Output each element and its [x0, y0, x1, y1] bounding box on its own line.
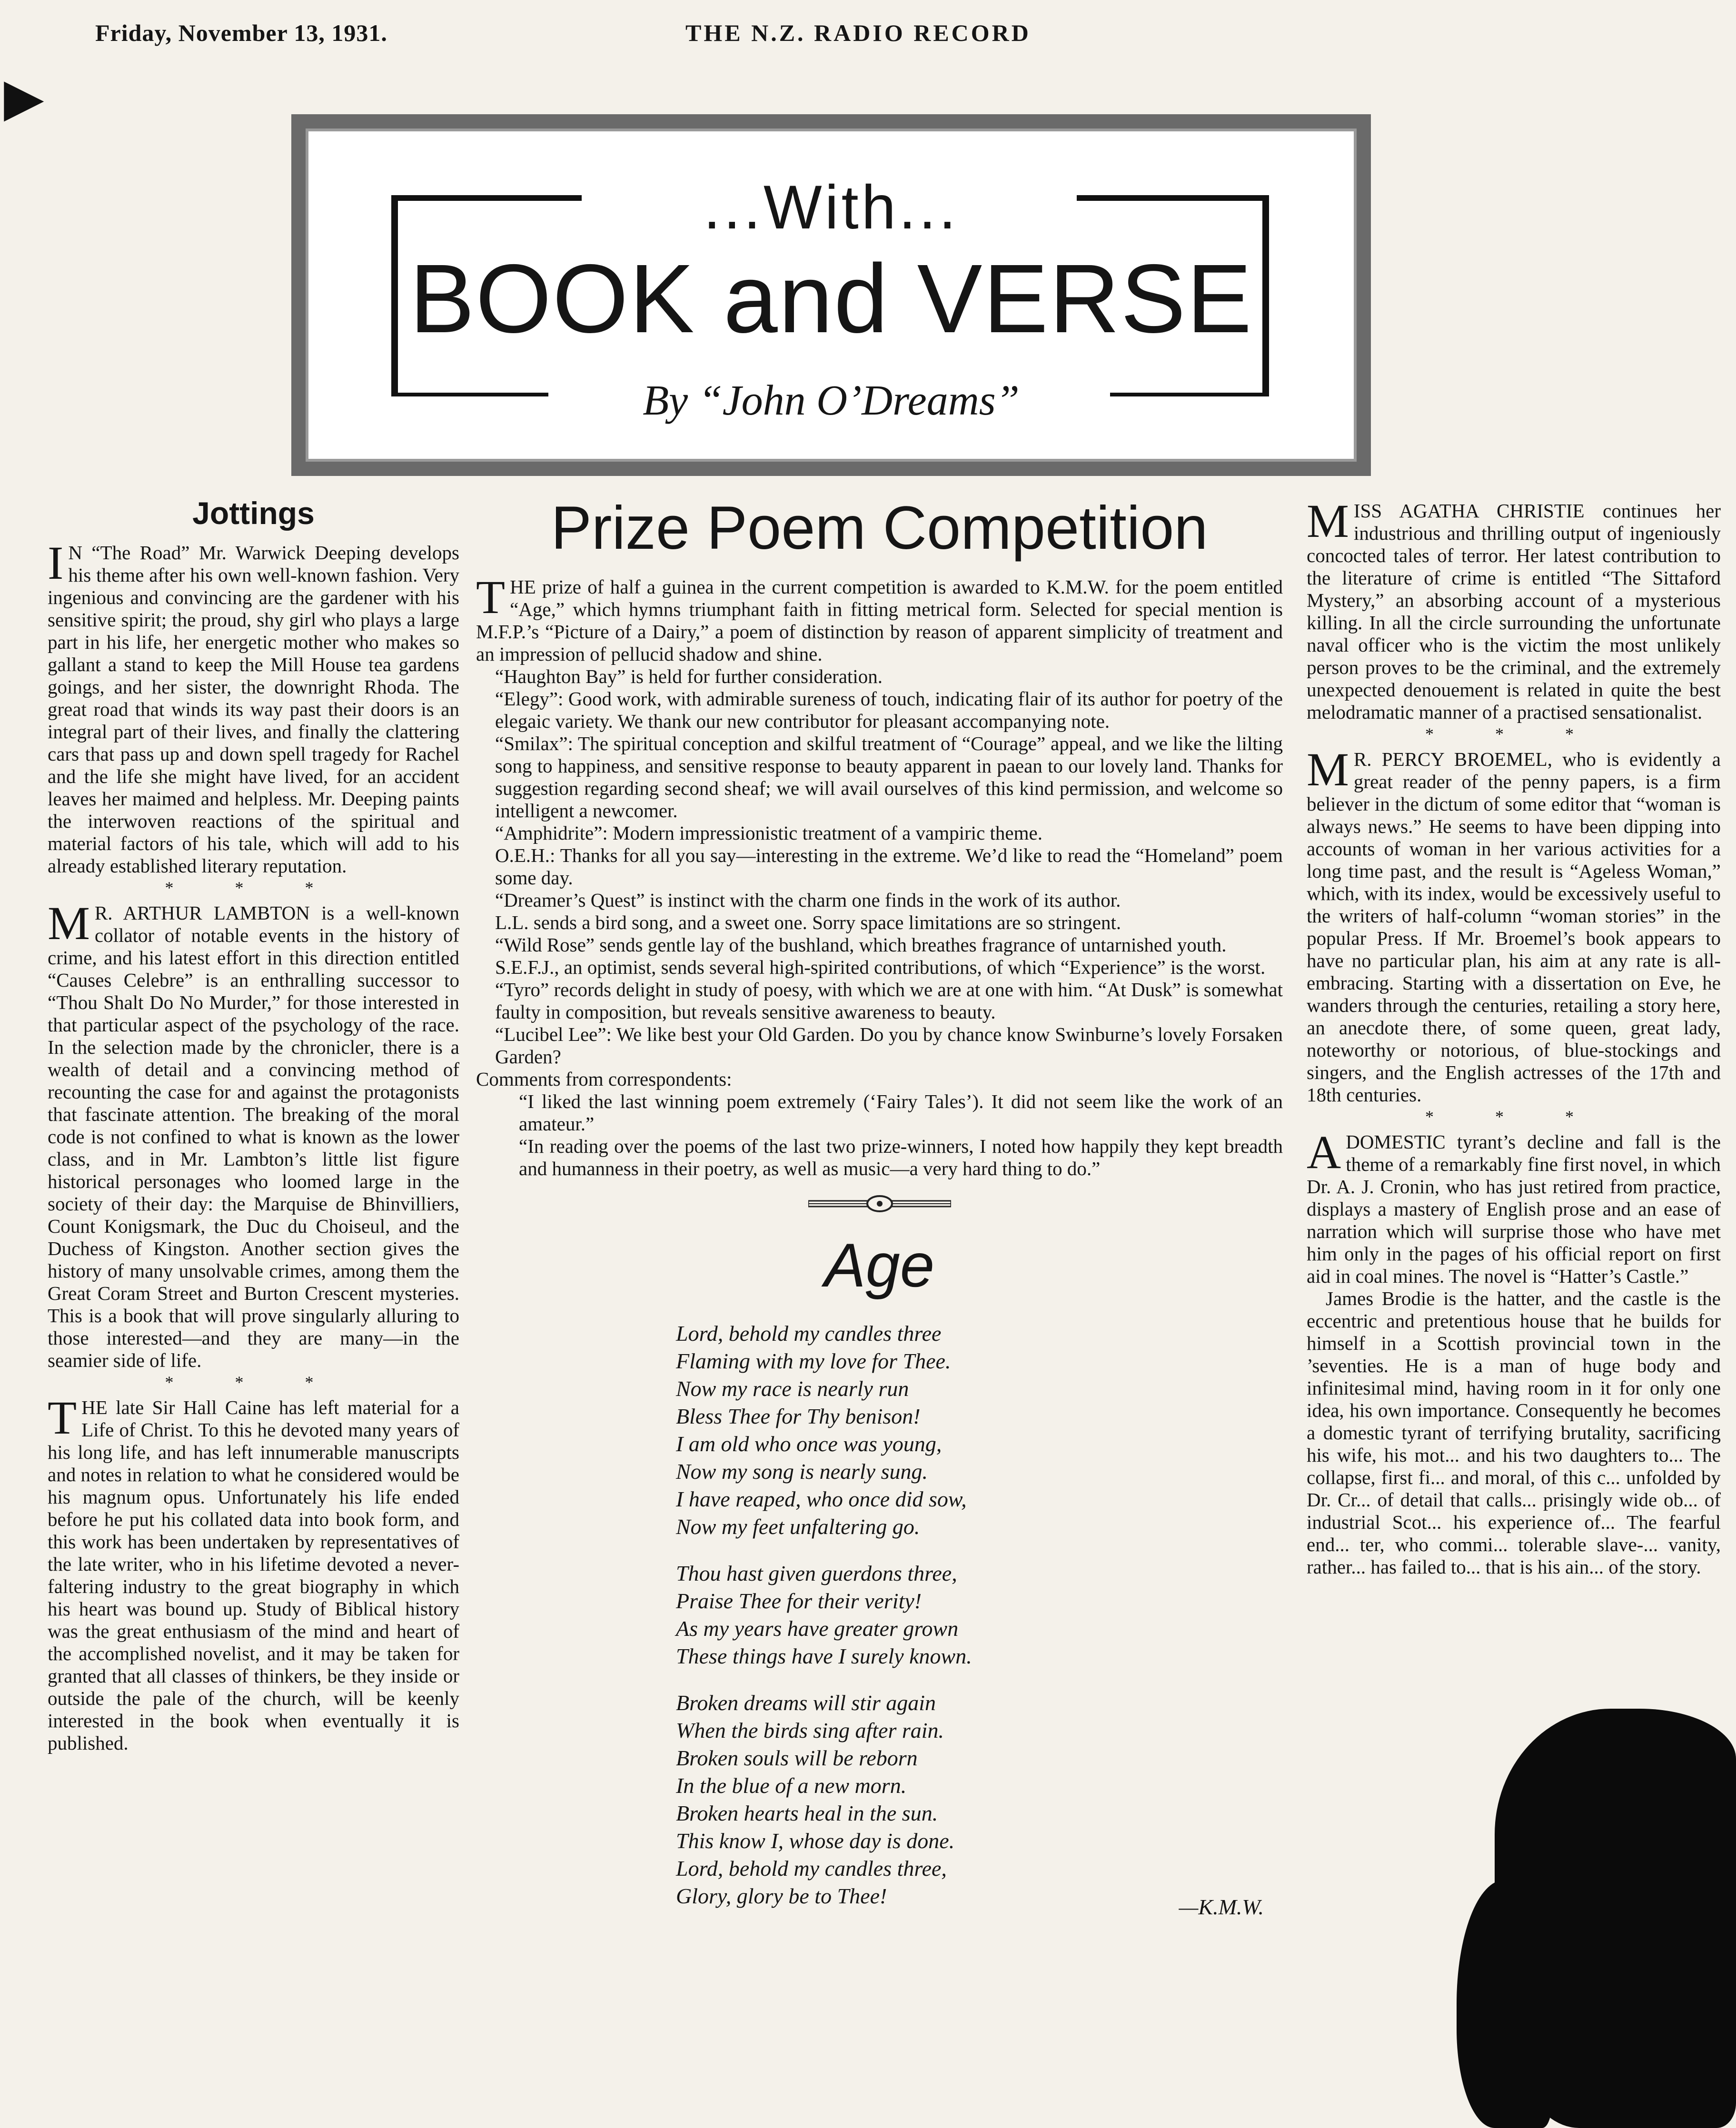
- review-paragraph: M R. PERCY BROEMEL, who is evidently a great reader of the penny papers, is a firm believer in the dictum of some editor that “woman is always news.” He seems to have been dipping into accounts of woman in her various activities for a long time past, and the result is “Ageless Woman,” which, with its index, would be excessively useful to the writers of half-column “woman stories” in the popular Press. If Mr. Broemel’s book appears to have no particular plan, his aim at any rate is all-embracing. Starting with a dissertation on Eve, he wanders through the centuries, retailing a story here, an anecdote there, of some queen, great lady, noteworthy or notorious, of blue-stockings and singers, and the English actresses of the 17th and 18th centuries.: [1307, 743, 1721, 1106]
- ornament-divider: [476, 1194, 1283, 1218]
- column-banner: [291, 114, 1371, 476]
- separator-stars: * * *: [1425, 1107, 1602, 1126]
- competition-entry: L.L. sends a bird song, and a sweet one. Sorry space limitations are so stringent.: [495, 911, 1121, 933]
- poem-stanza: [676, 1320, 1283, 1541]
- drop-cap: T: [476, 571, 506, 624]
- poem-line: Now my song is nearly sung.: [676, 1459, 928, 1484]
- drop-cap: A: [1307, 1126, 1341, 1178]
- ornament-icon: [808, 1194, 951, 1213]
- poem-line: As my years have greater grown: [676, 1616, 959, 1641]
- issue-date: Friday, November 13, 1931.: [95, 20, 387, 46]
- poem-line: Broken souls will be reborn: [676, 1746, 918, 1770]
- separator-stars: * * *: [165, 1373, 342, 1392]
- banner-with: ...With...: [703, 172, 959, 242]
- competition-column: [476, 495, 1283, 1918]
- poem-line: Thou hast given guerdons three,: [676, 1561, 957, 1585]
- competition-entry: “Amphidrite”: Modern impressionistic treatment of a vampiric theme.: [495, 822, 1042, 844]
- drop-cap: T: [48, 1391, 77, 1444]
- drop-cap: I: [48, 536, 64, 589]
- poem-line: Now my race is nearly run: [676, 1376, 909, 1401]
- poem-line: This know I, whose day is done.: [676, 1829, 955, 1853]
- competition-entry: “Elegy”: Good work, with admirable sureness of touch, indicating flair of its author for poetry of the elegaic variety. We thank our new contributor for pleasant accompanying note.: [495, 688, 1283, 732]
- poem-body: [676, 1320, 1283, 1910]
- competition-entry: “Lucibel Lee”: We like best your Old Garden. Do you by chance know Swinburne’s lovely Forsaken Garden?: [495, 1023, 1283, 1068]
- correspondent-quote: “In reading over the poems of the last two prize-winners, I noted how happily they kept breadth and humanness in their poetry, as well as music—a very hard thing to do.”: [519, 1135, 1283, 1179]
- competition-intro: THE prize of half a guinea in the current competition is awarded to K.M.W. for the poem entitled “Age,” which hymns triumphant faith in fitting metrical form. Selected for special mention is M.F.P.’s “Picture of a Dairy,” a poem of distinction by reason of apparent simplicity of treatment and an impression of pellucid shadow and shine.: [476, 571, 1283, 665]
- jottings-column: [48, 495, 459, 1754]
- margin-mark-icon: ▶: [4, 69, 44, 127]
- poem-line: Now my feet unfaltering go.: [676, 1514, 920, 1539]
- competition-entry: O.E.H.: Thanks for all you say—interesting in the extreme. We’d like to read the “Homeland” poem some day.: [495, 844, 1283, 889]
- poem-line: Lord, behold my candles three: [676, 1321, 942, 1346]
- correspondent-quote: “I liked the last winning poem extremely (‘Fairy Tales’). It did not seem like the work of an amateur.”: [519, 1090, 1283, 1135]
- poem-line: When the birds sing after rain.: [676, 1718, 944, 1742]
- ink-blot: [1457, 1880, 1552, 2128]
- competition-entry: “Dreamer’s Quest” is instinct with the charm one finds in the work of its author.: [495, 889, 1121, 911]
- competition-entry: “Haughton Bay” is held for further consideration.: [495, 665, 883, 687]
- competition-entry: S.E.F.J., an optimist, sends several high-spirited contributions, of which “Experience” is the worst.: [495, 956, 1266, 978]
- poem-line: Flaming with my love for Thee.: [676, 1349, 951, 1373]
- reviews-column: [1307, 495, 1721, 1578]
- jottings-heading: Jottings: [192, 495, 315, 531]
- comments-label: Comments from correspondents:: [476, 1068, 732, 1090]
- review-paragraph: James Brodie is the hatter, and the castle is the eccentric and pretentious house that he builds for himself in a Scottish provincial town in the ’seventies. He is a man of huge body and infinitesimal mind, having room in it for only one idea, his own importance. Consequently he becomes a domestic tyrant of terrifying brutality, sacrificing his wife, his mot... and his two daughters to... The collapse, first fi... and moral, of this c... unfolded by Dr. Cr... of detail that calls... prisingly wide ob... of industrial Scot... his experience of... The fearful end... ter, who commi... tolerable slave-... vanity, rather... has failed to... that is his ain... of the story.: [1307, 1287, 1721, 1578]
- poem-line: Bless Thee for Thy benison!: [676, 1404, 921, 1428]
- poem-line: Broken dreams will stir again: [676, 1691, 936, 1715]
- poem-line: Praise Thee for their verity!: [676, 1589, 922, 1613]
- banner-byline: By “John O’Dreams”: [643, 377, 1020, 424]
- banner-title: BOOK and VERSE: [409, 244, 1253, 353]
- publication-title: THE N.Z. RADIO RECORD: [685, 20, 1031, 46]
- jottings-paragraph: THE late Sir Hall Caine has left material for a Life of Christ. To this he devoted many years of his long life, and has left innumerable manuscripts and notes in relation to what he considered would be his magnum opus. Unfortunately his life ended before he put his collated data into book form, and this work has been undertaken by representatives of the late writer, who in his lifetime devoted a never-faltering industry to the great biography in which his heart was bound up. Study of Biblical history was the great enthusiasm of the mind and heart of the accomplished novelist, and it may be taken for granted that all classes of thinkers, be they inside or outside the pale of the church, will be keenly interested in the book when eventually it is published.: [48, 1391, 459, 1754]
- jottings-paragraph: I N “The Road” Mr. Warwick Deeping develops his theme after his own well-known fashion. Very ingenious and convincing are the gardener with his sensitive spirit; the proud, shy girl who plays a large part in his life, her energetic mother who makes so gallant a stand to keep the Mill House tea gardens goings, and her sister, the downright Rhoda. The great road that winds its way past their doors is an integral part of their lives, and finally the clattering cars that pass up and down spell tragedy for Rachel and the life she might have lived, for an accident leaves her maimed and helpless. Mr. Deeping paints the interwoven reactions of the spiritual and material factors of his tale, which will add to his already established literary reputation.: [48, 536, 459, 877]
- separator-stars: * * *: [165, 878, 342, 897]
- review-paragraph: A DOMESTIC tyrant’s decline and fall is the theme of a remarkably fine first novel, in which Dr. A. J. Cronin, who has just retired from practice, displays a mastery of English prose and an ease of narration which will surprise those who have met him only in the pages of his official report on first aid in coal mines. The novel is “Hatter’s Castle.”: [1307, 1126, 1721, 1287]
- poem-line: Lord, behold my candles three,: [676, 1856, 947, 1881]
- poem-line: Glory, glory be to Thee!: [676, 1884, 887, 1908]
- competition-heading: Prize Poem Competition: [551, 494, 1208, 562]
- poem-stanza: [676, 1560, 1283, 1670]
- competition-entry: “Wild Rose” sends gentle lay of the bushland, which breathes fragrance of untarnished youth.: [495, 934, 1227, 956]
- drop-cap: M: [48, 897, 90, 950]
- drop-cap: M: [1307, 743, 1349, 796]
- jottings-paragraph: M R. ARTHUR LAMBTON is a well-known collator of notable events in the history of crime, and his latest effort in this direction entitled “Causes Celebre” is an enthralling successor to “Thou Shalt Do No Murder,” for those interested in that particular aspect of the psychology of the race. In the selection made by the chronicler, there is a wealth of detail and a convincing method of recounting the case for and against the protagonists that fascinate attention. The breaking of the moral code is not confined to what is known as the lower class, and in Mr. Lambton’s little list figure historical personages who loomed large in the society of their day: the Marquise de Bhinvilliers, Count Konigsmark, the Duc du Choiseul, and the Duchess of Kingston. Another section gives the history of many unsolvable crimes, among them the Great Coram Street and Burton Crescent mysteries. This is a book that will prove singularly alluring to those interested—and they are many—in the seamier side of life.: [48, 897, 459, 1371]
- poem-line: I have reaped, who once did sow,: [676, 1487, 967, 1511]
- poem-line: In the blue of a new morn.: [676, 1773, 907, 1798]
- poem-title: Age: [824, 1230, 935, 1300]
- poem-stanza: [676, 1689, 1283, 1910]
- poem-signature: —K.M.W.: [1179, 1895, 1264, 1919]
- competition-entry: “Tyro” records delight in study of poesy, with which we are at one with him. “At Dusk” is somewhat faulty in composition, but reveals sensitive awareness to beauty.: [495, 979, 1283, 1023]
- poem-line: Broken hearts heal in the sun.: [676, 1801, 938, 1825]
- poem-line: These things have I surely known.: [676, 1644, 972, 1668]
- review-paragraph: MISS AGATHA CHRISTIE continues her industrious and thrilling output of ingeniously concocted tales of terror. Her latest contribution to the literature of crime is entitled “The Sittaford Mystery,” an absorbing account of a mysterious killing. In all the circle surrounding the unfortunate naval officer who is the victim the most unlikely person proves to be the criminal, and the extremely unexpected denouement is related in quite the best melodramatic manner of a practised sensationalist.: [1307, 495, 1721, 723]
- competition-entry: “Smilax”: The spiritual conception and skilful treatment of “Courage” appeal, and we like the lilting song to happiness, and sensitive response to beauty apparent in paean to our lovely land. Thanks for suggestion regarding second sheaf; we will avail ourselves of this kind permission, and welcome so intelligent a newcomer.: [495, 732, 1283, 822]
- drop-cap: M: [1307, 495, 1349, 547]
- separator-stars: * * *: [1425, 724, 1602, 743]
- poem-line: I am old who once was young,: [676, 1432, 942, 1456]
